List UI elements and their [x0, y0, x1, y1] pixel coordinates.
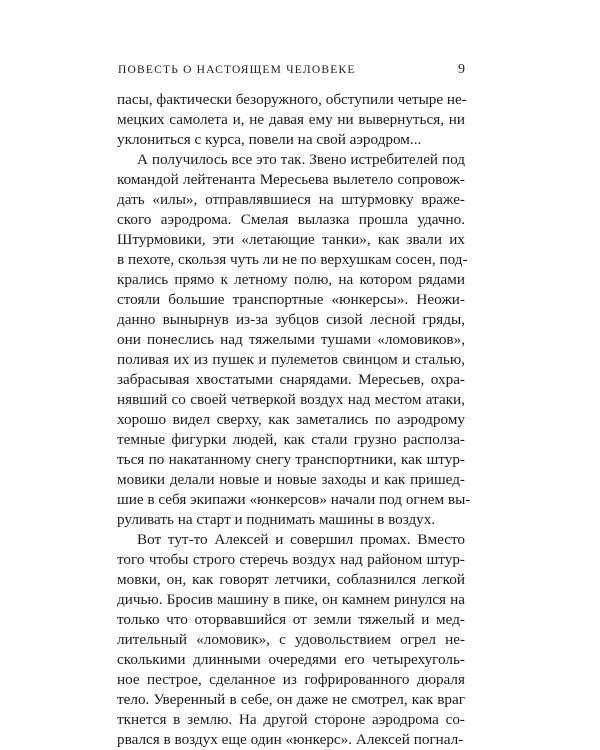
page-number: 9: [458, 62, 465, 77]
text-line: того чтобы строго стеречь воздух над районом штур-: [117, 551, 465, 568]
text-line: пасы, фактически безоружного, обступили четыре не-: [117, 91, 467, 108]
paragraph: [117, 150, 471, 530]
text-line: нявший со своей четверкой воздух над местом атаки,: [117, 391, 465, 408]
text-line: сколькими длинными очередями его четырехуголь-: [117, 651, 465, 668]
paragraph: [117, 90, 465, 150]
text-line: Вот тут-то Алексей и совершил промах. Вместо: [137, 531, 465, 548]
text-line: забрасывая хвостатыми снарядами. Мересьев, охра-: [117, 371, 465, 388]
text-line: только что оторвавшийся от земли тяжелый и мед-: [117, 611, 465, 628]
text-line: рвался в воздух еще один «юнкерс». Алексей погнал-: [117, 731, 464, 748]
text-line: крались прямо к летному полю, на котором рядами: [117, 271, 465, 288]
text-line: Штурмовики, эти «летающие танки», как звали их: [117, 231, 465, 248]
text-line: в пехоте, скользя чуть ли не по верхушкам сосен, под-: [117, 251, 468, 268]
text-line: данно вынырнув из-за зубцов сизой лесной гряды,: [117, 311, 465, 328]
body-text: [117, 90, 471, 750]
paragraph: [117, 530, 465, 750]
text-line: темные фигурки людей, как стали грузно располза-: [117, 431, 465, 448]
text-line: хорошо видел сверху, как заметались по аэродрому: [117, 411, 465, 428]
text-line: командой лейтенанта Мересьева вылетело сопровож-: [117, 171, 465, 188]
text-line: уклониться с курса, повели на свой аэродром...: [117, 131, 422, 148]
text-line: ться по накатанному снегу транспортники, как штур-: [117, 451, 465, 468]
text-line: тело. Уверенный в себе, он даже не смотрел, как враг: [117, 691, 465, 708]
text-line: шие в себя экипажи «юнкерсов» начали под огнем вы-: [117, 491, 471, 508]
text-line: руливать на старт и поднимать машины в воздух.: [117, 511, 436, 528]
text-line: дать «илы», отправлявшиеся на штурмовку враже-: [117, 191, 465, 208]
running-head: [118, 61, 465, 79]
text-line: мецких самолета и, не давая ему ни вывернуться, ни: [117, 111, 465, 128]
text-line: поливая их из пушек и пулеметов свинцом и сталью,: [117, 351, 465, 368]
text-line: дичью. Бросив машину в пике, он камнем ринулся на: [117, 591, 465, 608]
text-line: мовики делали новые и новые заходы и как пришед-: [117, 471, 465, 488]
text-line: ное пестрое, сделанное из гофрированного дюраля: [117, 671, 465, 688]
text-line: ского аэродрома. Смелая вылазка прошла удачно.: [117, 211, 465, 228]
text-line: лительный «ломовик», с удовольствием огрел не-: [117, 631, 465, 648]
text-line: они понеслись над тяжелыми тушами «ломовиков»,: [117, 331, 465, 348]
text-line: мовки, он, как говорят летчики, соблазнился легкой: [117, 571, 465, 588]
text-line: А получилось все это так. Звено истребителей под: [137, 151, 465, 168]
running-title: ПОВЕСТЬ О НАСТОЯЩЕМ ЧЕЛОВЕКЕ: [118, 64, 356, 76]
text-line: ткнется в землю. На другой стороне аэродрома со-: [117, 711, 465, 728]
text-line: стояли большие транспортные «юнкерсы». Неожи-: [117, 291, 465, 308]
